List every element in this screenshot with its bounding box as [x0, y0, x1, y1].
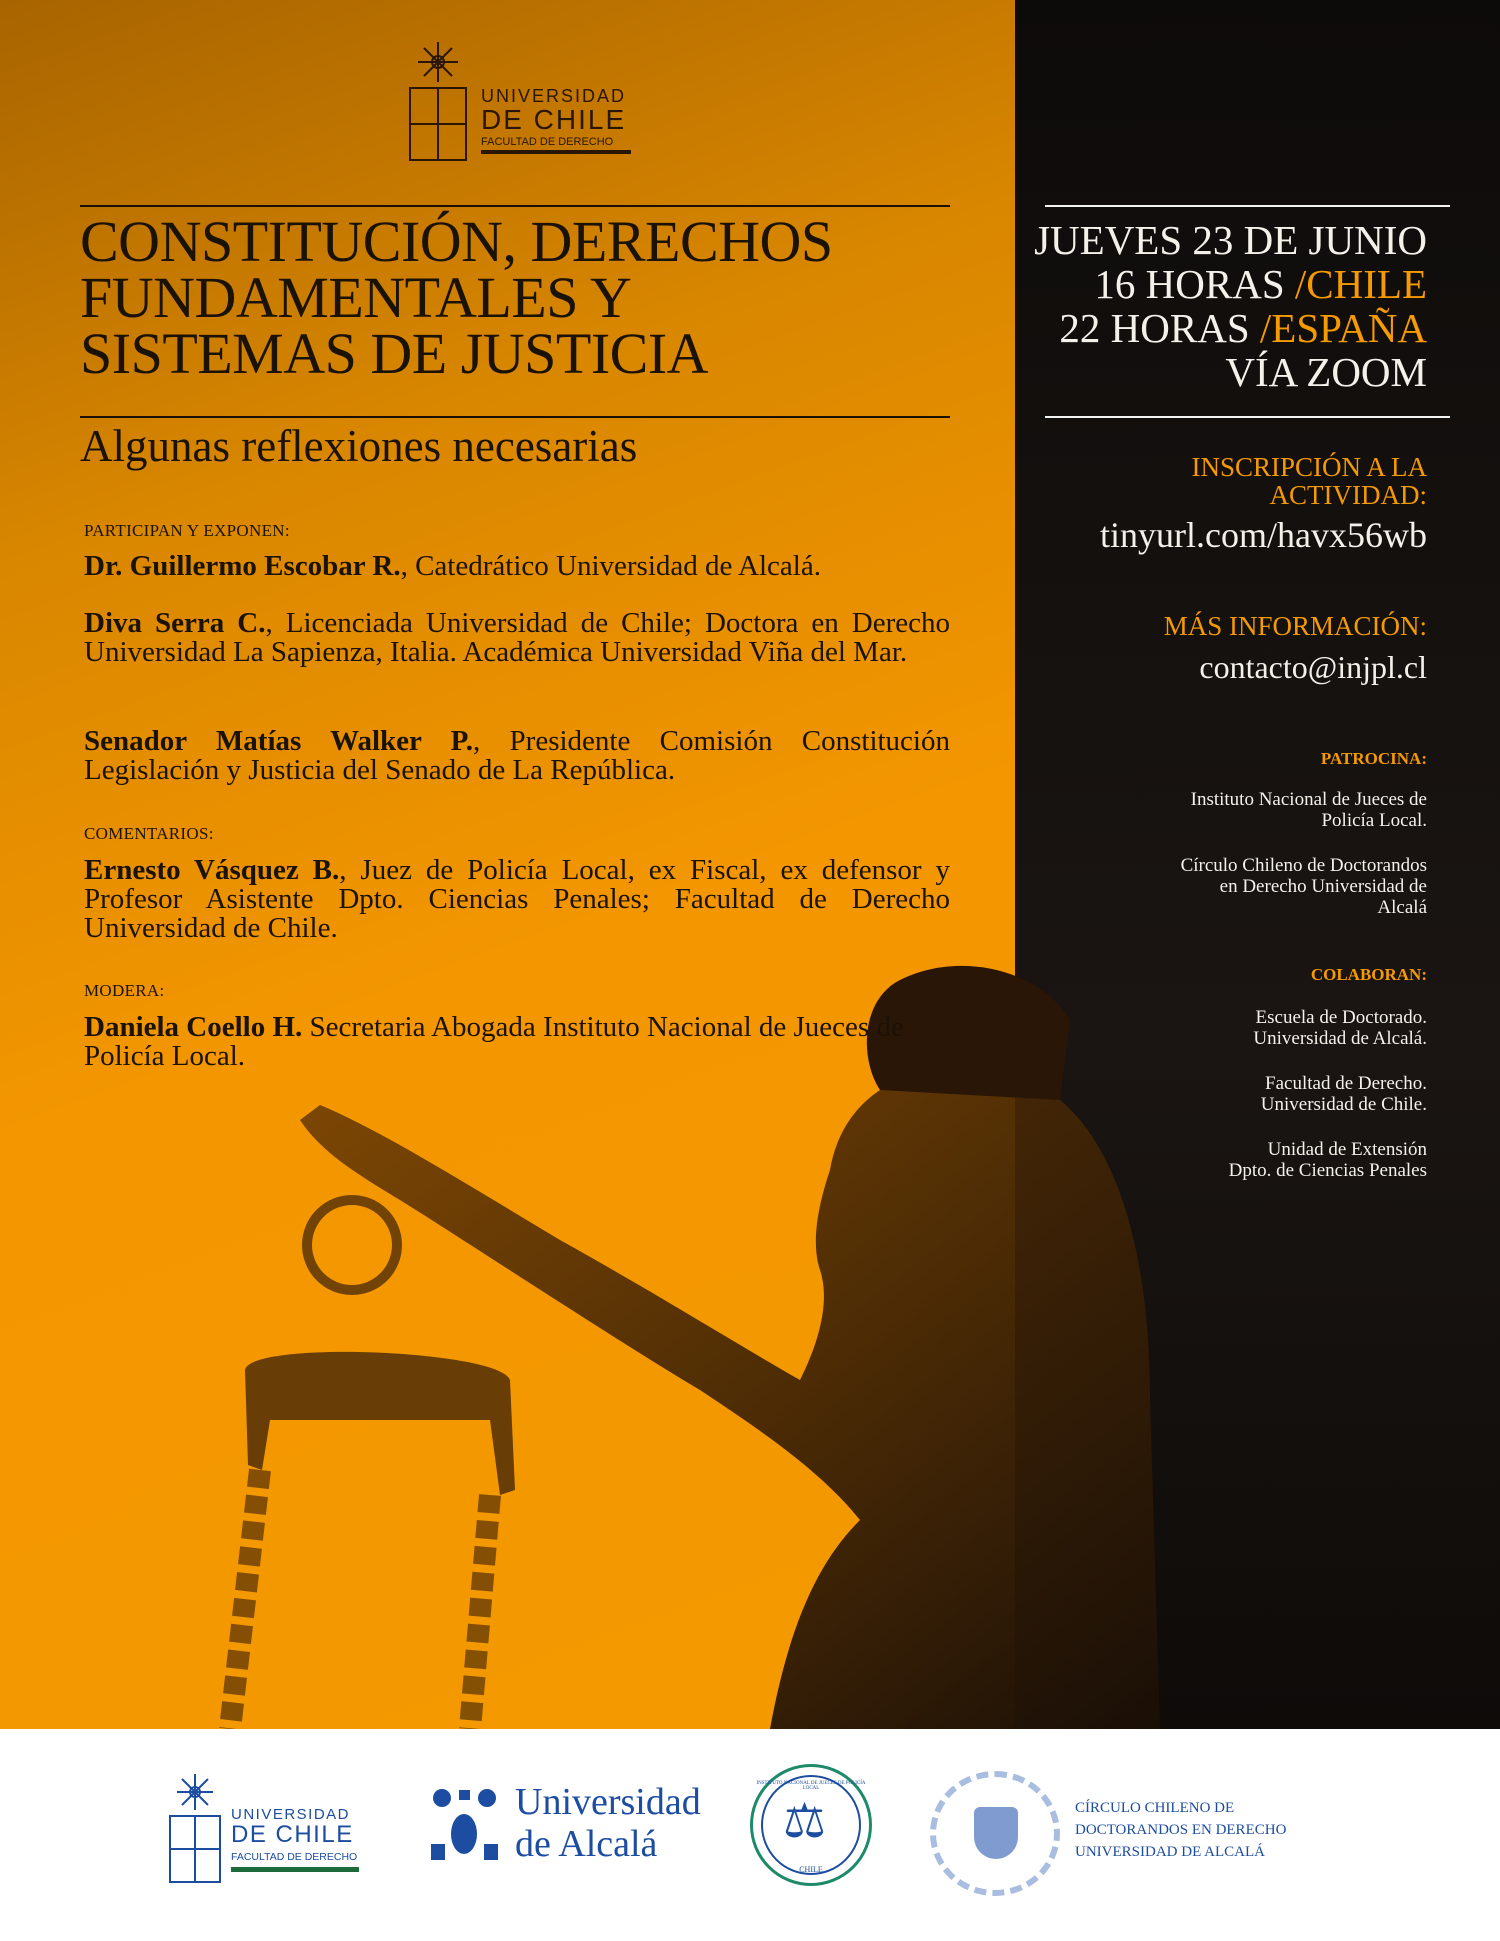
event-time-chile: [1034, 262, 1427, 306]
moderator-desc: Secretaria Abogada Instituto Nacional de Jueces de Policía Local.: [84, 1011, 904, 1072]
participant: [84, 609, 950, 667]
collaborator-item: [1229, 1139, 1427, 1181]
moderator-name: Daniela Coello H.: [84, 1011, 303, 1043]
participant-desc: , Presidente Comisión Constitución Legislación y Justicia del Senado de La República.: [84, 725, 950, 786]
circulo-line: UNIVERSIDAD DE ALCALÁ: [1075, 1844, 1265, 1860]
collaborator-line: Universidad de Chile.: [1260, 1094, 1427, 1115]
uchile-crest-icon: [408, 40, 468, 165]
sponsor-item: [1181, 855, 1427, 918]
event-rule-top: [1045, 205, 1450, 207]
title-line: SISTEMAS DE JUSTICIA: [80, 321, 709, 386]
scale-ring: [307, 1200, 397, 1290]
participants-label: PARTICIPAN Y EXPONEN:: [84, 521, 290, 540]
event-rule-bottom: [1045, 416, 1450, 418]
alcala-logo-line1: Universidad: [515, 1781, 701, 1823]
header-logo-line2: DE CHILE: [481, 104, 627, 135]
subtitle: Algunas reflexiones necesarias: [80, 421, 638, 471]
circulo-line: DOCTORANDOS EN DERECHO: [1075, 1822, 1287, 1838]
alcala-logo-line2: de Alcalá: [515, 1823, 658, 1865]
sponsor-line: Alcalá: [1377, 897, 1427, 918]
injpl-seal: [750, 1764, 872, 1886]
title-line: CONSTITUCIÓN, DERECHOS: [80, 209, 833, 274]
alcala-logo: [427, 1781, 717, 1869]
header-logo-line3: FACULTAD DE DERECHO: [481, 136, 631, 154]
moderator-label: MODERA:: [84, 981, 165, 1000]
event-info: [1034, 218, 1427, 394]
contact-email[interactable]: contacto@injpl.cl: [1199, 649, 1427, 685]
moderator: [84, 1013, 950, 1071]
commenter: [84, 856, 950, 943]
scales-icon: ⚖: [783, 1795, 827, 1848]
commenter-desc: , Juez de Policía Local, ex Fiscal, ex defensor y Profesor Asistente Dpto. Ciencias Penales; Facultad de Derecho Universidad de Chile.: [84, 854, 950, 944]
collaborator-line: Dpto. de Ciencias Penales: [1228, 1160, 1427, 1181]
time-value: 16 HORAS: [1094, 261, 1285, 307]
participant-name: Diva Serra C.: [84, 607, 266, 639]
title-rule-top: [80, 205, 950, 207]
participant: [84, 727, 950, 785]
uchile-crest-icon: [168, 1774, 223, 1884]
footer-logos: [0, 1729, 1500, 1941]
sponsor-line: en Derecho Universidad de: [1219, 876, 1427, 897]
shield-icon: [974, 1807, 1018, 1859]
sponsor-item: [1191, 789, 1427, 831]
scale-chain-right: [470, 1495, 490, 1729]
uchile-logo-line1: UNIVERSIDAD: [231, 1806, 351, 1823]
sponsor-line: Círculo Chileno de Doctorandos: [1180, 855, 1427, 876]
collaborators-label: COLABORAN:: [1310, 965, 1427, 984]
collaborator-line: Unidad de Extensión: [1267, 1139, 1427, 1160]
time-zone: /ESPAÑA: [1259, 305, 1427, 351]
participant-desc: , Catedrático Universidad de Alcalá.: [400, 550, 821, 582]
collaborator-line: Facultad de Derecho.: [1265, 1073, 1427, 1094]
uchile-logo-line3: FACULTAD DE DERECHO: [231, 1851, 359, 1872]
event-time-spain: [1034, 306, 1427, 350]
page-title: [80, 209, 980, 386]
time-value: 22 HORAS: [1059, 305, 1250, 351]
event-platform: VÍA ZOOM: [1225, 349, 1427, 395]
header-logo: [408, 40, 638, 165]
collaborator-item: [1253, 1007, 1427, 1049]
event-date: JUEVES 23 DE JUNIO: [1034, 217, 1427, 263]
alcala-crest-icon: [427, 1784, 502, 1864]
participant-desc: , Licenciada Universidad de Chile; Doctora en Derecho Universidad La Sapienza, Italia. Académica Universidad Viña del Mar.: [84, 607, 950, 668]
circulo-logo-text: [1075, 1797, 1286, 1863]
scale-chain-left: [230, 1470, 260, 1729]
title-rule-bottom: [80, 416, 950, 418]
comments-label: COMENTARIOS:: [84, 824, 214, 843]
title-line: FUNDAMENTALES Y: [80, 265, 632, 330]
sponsor-line: Policía Local.: [1321, 810, 1427, 831]
collaborator-item: [1261, 1073, 1427, 1115]
commenter-name: Ernesto Vásquez B.: [84, 854, 340, 886]
scale-beam: [245, 1352, 515, 1495]
registration-label-line: INSCRIPCIÓN A LA: [1191, 452, 1427, 482]
circulo-line: CÍRCULO CHILENO DE: [1075, 1800, 1235, 1816]
participant-name: Senador Matías Walker P.: [84, 725, 473, 757]
seal-ring-text: INSTITUTO NACIONAL DE JUECES DE POLICÍA LOCAL: [756, 1781, 866, 1791]
seal-bottom-text: CHILE: [799, 1865, 823, 1874]
collaborator-line: Universidad de Alcalá.: [1253, 1028, 1427, 1049]
info-label: MÁS INFORMACIÓN:: [1163, 611, 1427, 641]
circulo-logo-icon: [930, 1771, 1060, 1896]
participant-name: Dr. Guillermo Escobar R.: [84, 550, 401, 582]
uchile-logo: [168, 1774, 368, 1884]
registration-label: [1191, 453, 1427, 509]
sponsor-label: PATROCINA:: [1320, 749, 1427, 768]
time-zone: /CHILE: [1294, 261, 1427, 307]
registration-label-line: ACTIVIDAD:: [1269, 480, 1427, 510]
header-logo-line1: UNIVERSIDAD: [481, 86, 627, 106]
sponsor-line: Instituto Nacional de Jueces de: [1190, 789, 1427, 810]
uchile-logo-line2: DE CHILE: [231, 1821, 354, 1848]
registration-link[interactable]: tinyurl.com/havx56wb: [1100, 515, 1427, 555]
collaborator-line: Escuela de Doctorado.: [1255, 1007, 1427, 1028]
participant: [84, 552, 950, 581]
